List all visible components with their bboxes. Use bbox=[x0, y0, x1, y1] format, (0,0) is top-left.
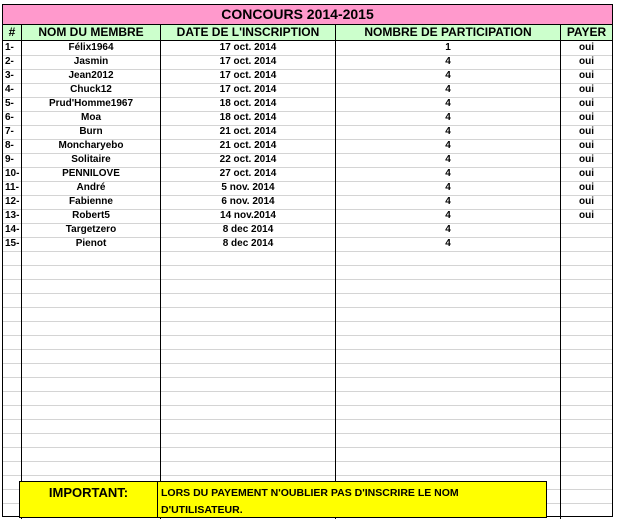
payment-status-cell: oui bbox=[579, 210, 594, 221]
payment-status-cell: oui bbox=[579, 140, 594, 151]
row-gridline bbox=[3, 391, 612, 392]
row-number: 7- bbox=[5, 126, 14, 137]
row-gridline bbox=[3, 265, 612, 266]
row-gridline bbox=[3, 377, 612, 378]
member-name-cell: Burn bbox=[79, 126, 103, 137]
payment-status-cell: oui bbox=[579, 42, 594, 53]
member-name-cell: Targetzero bbox=[65, 224, 117, 235]
participation-count-cell: 4 bbox=[445, 238, 451, 249]
registration-date-cell: 18 oct. 2014 bbox=[219, 98, 277, 109]
registration-date-cell: 21 oct. 2014 bbox=[219, 140, 277, 151]
payment-status-cell: oui bbox=[579, 56, 594, 67]
sheet-title: CONCOURS 2014-2015 bbox=[221, 6, 374, 22]
column-divider bbox=[21, 25, 22, 519]
row-number: 6- bbox=[5, 112, 14, 123]
spreadsheet bbox=[2, 4, 613, 517]
participation-count-cell: 4 bbox=[445, 70, 451, 81]
registration-date-cell: 27 oct. 2014 bbox=[219, 168, 277, 179]
member-name-cell: Chuck12 bbox=[70, 84, 112, 95]
payment-status-cell: oui bbox=[579, 196, 594, 207]
important-notice bbox=[19, 481, 547, 518]
notice-label: IMPORTANT: bbox=[20, 482, 158, 517]
payment-status-cell: oui bbox=[579, 168, 594, 179]
participation-count-cell: 4 bbox=[445, 140, 451, 151]
row-gridline bbox=[3, 433, 612, 434]
registration-date-cell: 18 oct. 2014 bbox=[219, 112, 277, 123]
registration-date-cell: 22 oct. 2014 bbox=[219, 154, 277, 165]
row-number: 5- bbox=[5, 98, 14, 109]
registration-date-cell: 17 oct. 2014 bbox=[219, 84, 277, 95]
row-number: 15- bbox=[5, 238, 20, 249]
participation-count-cell: 4 bbox=[445, 196, 451, 207]
notice-text: LORS DU PAYEMENT N'OUBLIER PAS D'INSCRIRE LE NOM D'UTILISATEUR. bbox=[161, 487, 459, 516]
row-gridline bbox=[3, 251, 612, 252]
row-gridline bbox=[3, 335, 612, 336]
participation-count-cell: 4 bbox=[445, 154, 451, 165]
registration-date-cell: 8 dec 2014 bbox=[222, 224, 274, 235]
participation-count-cell: 4 bbox=[445, 126, 451, 137]
column-header-row bbox=[3, 25, 612, 41]
participation-count-cell: 1 bbox=[445, 42, 451, 53]
member-name-cell: Moa bbox=[81, 112, 101, 123]
registration-date-cell: 17 oct. 2014 bbox=[219, 42, 277, 53]
header-num: # bbox=[8, 25, 16, 39]
payment-status-cell: oui bbox=[579, 182, 594, 193]
member-name-cell: Jasmin bbox=[73, 56, 109, 67]
payment-status-cell bbox=[561, 223, 612, 237]
column-divider bbox=[335, 25, 336, 519]
row-number: 12- bbox=[5, 196, 20, 207]
participation-count-cell: 4 bbox=[445, 182, 451, 193]
payment-status-cell: oui bbox=[579, 154, 594, 165]
member-name-cell: Félix1964 bbox=[68, 42, 114, 53]
payment-status-cell: oui bbox=[579, 98, 594, 109]
row-gridline bbox=[3, 321, 612, 322]
row-gridline bbox=[3, 349, 612, 350]
header-member: NOM DU MEMBRE bbox=[38, 25, 144, 39]
registration-date-cell: 8 dec 2014 bbox=[222, 238, 274, 249]
participation-count-cell: 4 bbox=[445, 84, 451, 95]
row-number: 11- bbox=[5, 182, 19, 193]
row-gridline bbox=[3, 447, 612, 448]
registration-date-cell: 17 oct. 2014 bbox=[219, 56, 277, 67]
participation-count-cell: 4 bbox=[445, 112, 451, 123]
registration-date-cell: 21 oct. 2014 bbox=[219, 126, 277, 137]
member-name-cell: Jean2012 bbox=[68, 70, 114, 81]
row-gridline bbox=[3, 279, 612, 280]
payment-status-cell: oui bbox=[579, 70, 594, 81]
row-gridline bbox=[3, 475, 612, 476]
row-number: 14- bbox=[5, 224, 20, 235]
participation-count-cell: 4 bbox=[445, 98, 451, 109]
participation-count-cell: 4 bbox=[445, 224, 451, 235]
registration-date-cell: 5 nov. 2014 bbox=[221, 182, 275, 193]
row-number: 13- bbox=[5, 210, 20, 221]
row-gridline bbox=[3, 363, 612, 364]
header-participation: NOMBRE DE PARTICIPATION bbox=[364, 25, 532, 39]
participation-count-cell: 4 bbox=[445, 56, 451, 67]
payment-status-cell: oui bbox=[579, 126, 594, 137]
member-name-cell: Robert5 bbox=[72, 210, 110, 221]
column-divider bbox=[160, 25, 161, 519]
row-gridline bbox=[3, 461, 612, 462]
row-number: 9- bbox=[5, 154, 14, 165]
member-name-cell: Moncharyebo bbox=[58, 140, 124, 151]
member-name-cell: Solitaire bbox=[71, 154, 111, 165]
payment-status-cell bbox=[561, 237, 612, 251]
row-gridline bbox=[3, 405, 612, 406]
member-name-cell: André bbox=[76, 182, 106, 193]
row-gridline bbox=[3, 293, 612, 294]
member-name-cell: Pienot bbox=[75, 238, 107, 249]
participation-count-cell: 4 bbox=[445, 210, 451, 221]
registration-date-cell: 17 oct. 2014 bbox=[219, 70, 277, 81]
row-number: 1- bbox=[5, 42, 14, 53]
member-name-cell: Fabienne bbox=[69, 196, 113, 207]
payment-status-cell: oui bbox=[579, 84, 594, 95]
column-divider bbox=[560, 25, 561, 519]
header-pay: PAYER bbox=[566, 25, 607, 39]
sheet-title-bar bbox=[3, 5, 612, 25]
row-number: 4- bbox=[5, 84, 14, 95]
header-date: DATE DE L'INSCRIPTION bbox=[176, 25, 320, 39]
row-number: 10- bbox=[5, 168, 20, 179]
registration-date-cell: 6 nov. 2014 bbox=[221, 196, 275, 207]
member-name-cell: PENNILOVE bbox=[62, 168, 120, 179]
row-number: 2- bbox=[5, 56, 14, 67]
row-gridline bbox=[3, 419, 612, 420]
row-number: 3- bbox=[5, 70, 14, 81]
participation-count-cell: 4 bbox=[445, 168, 451, 179]
row-number: 8- bbox=[5, 140, 14, 151]
payment-status-cell: oui bbox=[579, 112, 594, 123]
registration-date-cell: 14 nov.2014 bbox=[220, 210, 276, 221]
member-name-cell: Prud'Homme1967 bbox=[48, 98, 134, 109]
row-gridline bbox=[3, 307, 612, 308]
